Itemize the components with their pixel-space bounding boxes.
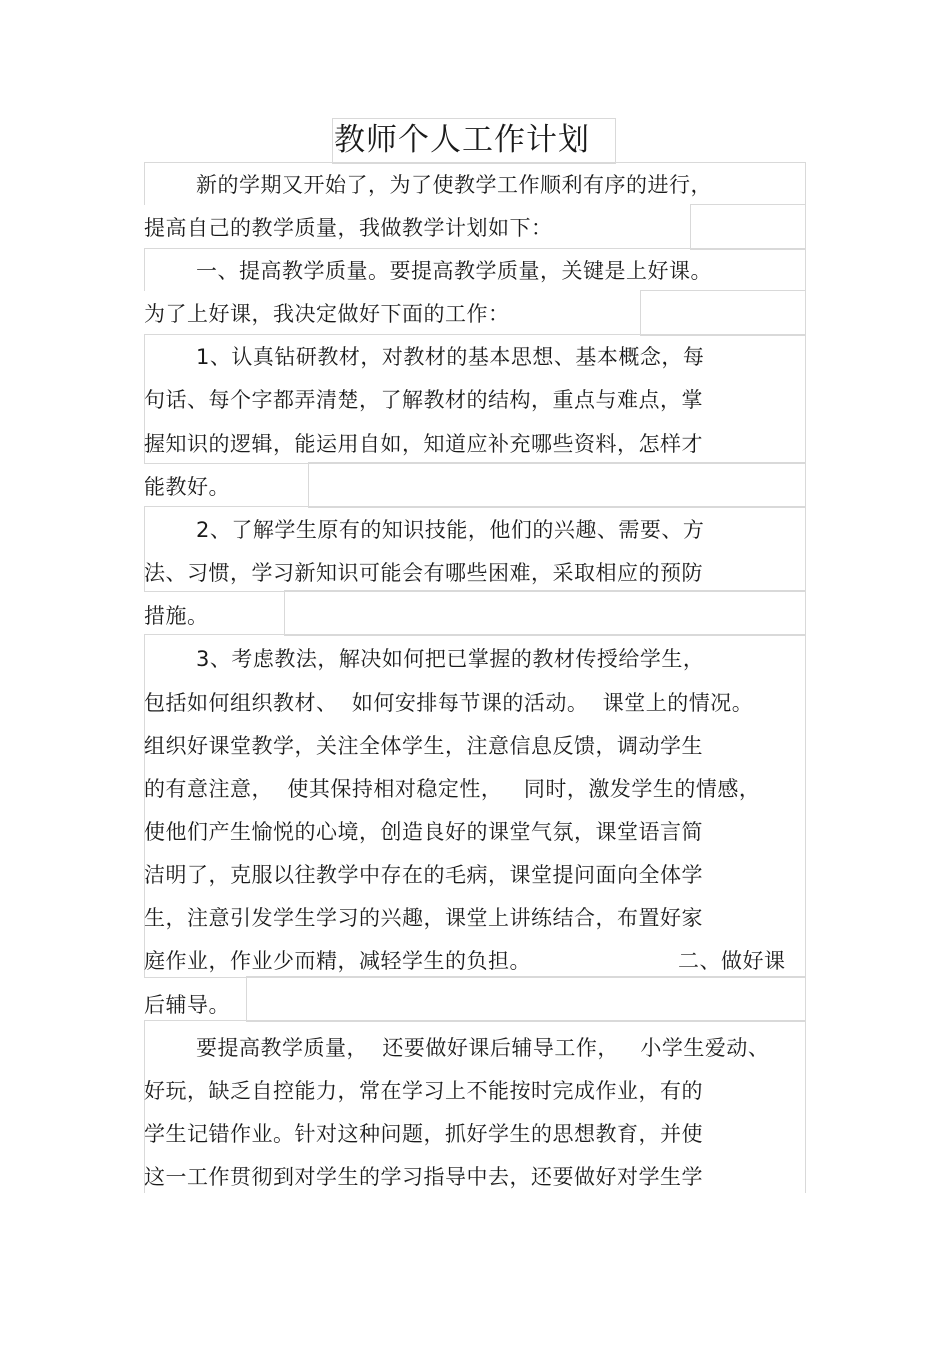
text-line: 庭作业，作业少而精，减轻学生的负担。 [144, 949, 531, 973]
text-line: 一、提高教学质量。要提高教学质量，关键是上好课。 [196, 259, 712, 283]
outline-box [308, 462, 806, 508]
text-line: 能教好。 [144, 475, 230, 499]
text-line: 好玩，缺乏自控能力，常在学习上不能按时完成作业，有的 [144, 1079, 703, 1103]
outline-box [284, 590, 806, 636]
text-line: 洁明了，克服以往教学中存在的毛病，课堂提问面向全体学 [144, 863, 703, 887]
outline-box [246, 976, 806, 1022]
text-line: 2、了解学生原有的知识技能，他们的兴趣、需要、方 [196, 518, 705, 542]
text-line: 提高自己的教学质量，我做教学计划如下： [144, 216, 553, 240]
text-line: 措施。 [144, 604, 209, 628]
text-line: 这一工作贯彻到对学生的学习指导中去，还要做好对学生学 [144, 1165, 703, 1189]
text-line: 为了上好课，我决定做好下面的工作： [144, 302, 510, 326]
text-line: 学生记错作业。针对这种问题，抓好学生的思想教育，并使 [144, 1122, 703, 1146]
text-line: 3、考虑教法，解决如何把已掌握的教材传授给学生， [196, 647, 705, 671]
text-line: 握知识的逻辑，能运用自如，知道应补充哪些资料，怎样才 [144, 432, 703, 456]
text-line: 新的学期又开始了，为了使教学工作顺利有序的进行， [196, 173, 712, 197]
text-line: 二、做好课 [678, 949, 786, 973]
text-line: 使他们产生愉悦的心境，创造良好的课堂气氛，课堂语言简 [144, 820, 703, 844]
outline-box [690, 204, 806, 250]
text-line: 组织好课堂教学，关注全体学生，注意信息反馈，调动学生 [144, 734, 703, 758]
text-line: 生，注意引发学生学习的兴趣，课堂上讲练结合，布置好家 [144, 906, 703, 930]
outline-box [640, 290, 806, 336]
text-line: 法、习惯，学习新知识可能会有哪些困难，采取相应的预防 [144, 561, 703, 585]
text-line: 包括如何组织教材、 如何安排每节课的活动。 课堂上的情况。 [144, 691, 754, 715]
document-title: 教师个人工作计划 [334, 122, 590, 158]
text-line: 要提高教学质量， 还要做好课后辅导工作， 小学生爱动、 [196, 1036, 770, 1060]
text-line: 后辅导。 [144, 993, 230, 1017]
text-line: 句话、每个字都弄清楚，了解教材的结构，重点与难点，掌 [144, 388, 703, 412]
text-line: 1、认真钻研教材，对教材的基本思想、基本概念，每 [196, 345, 705, 369]
text-line: 的有意注意， 使其保持相对稳定性， 同时，激发学生的情感， [144, 777, 761, 801]
